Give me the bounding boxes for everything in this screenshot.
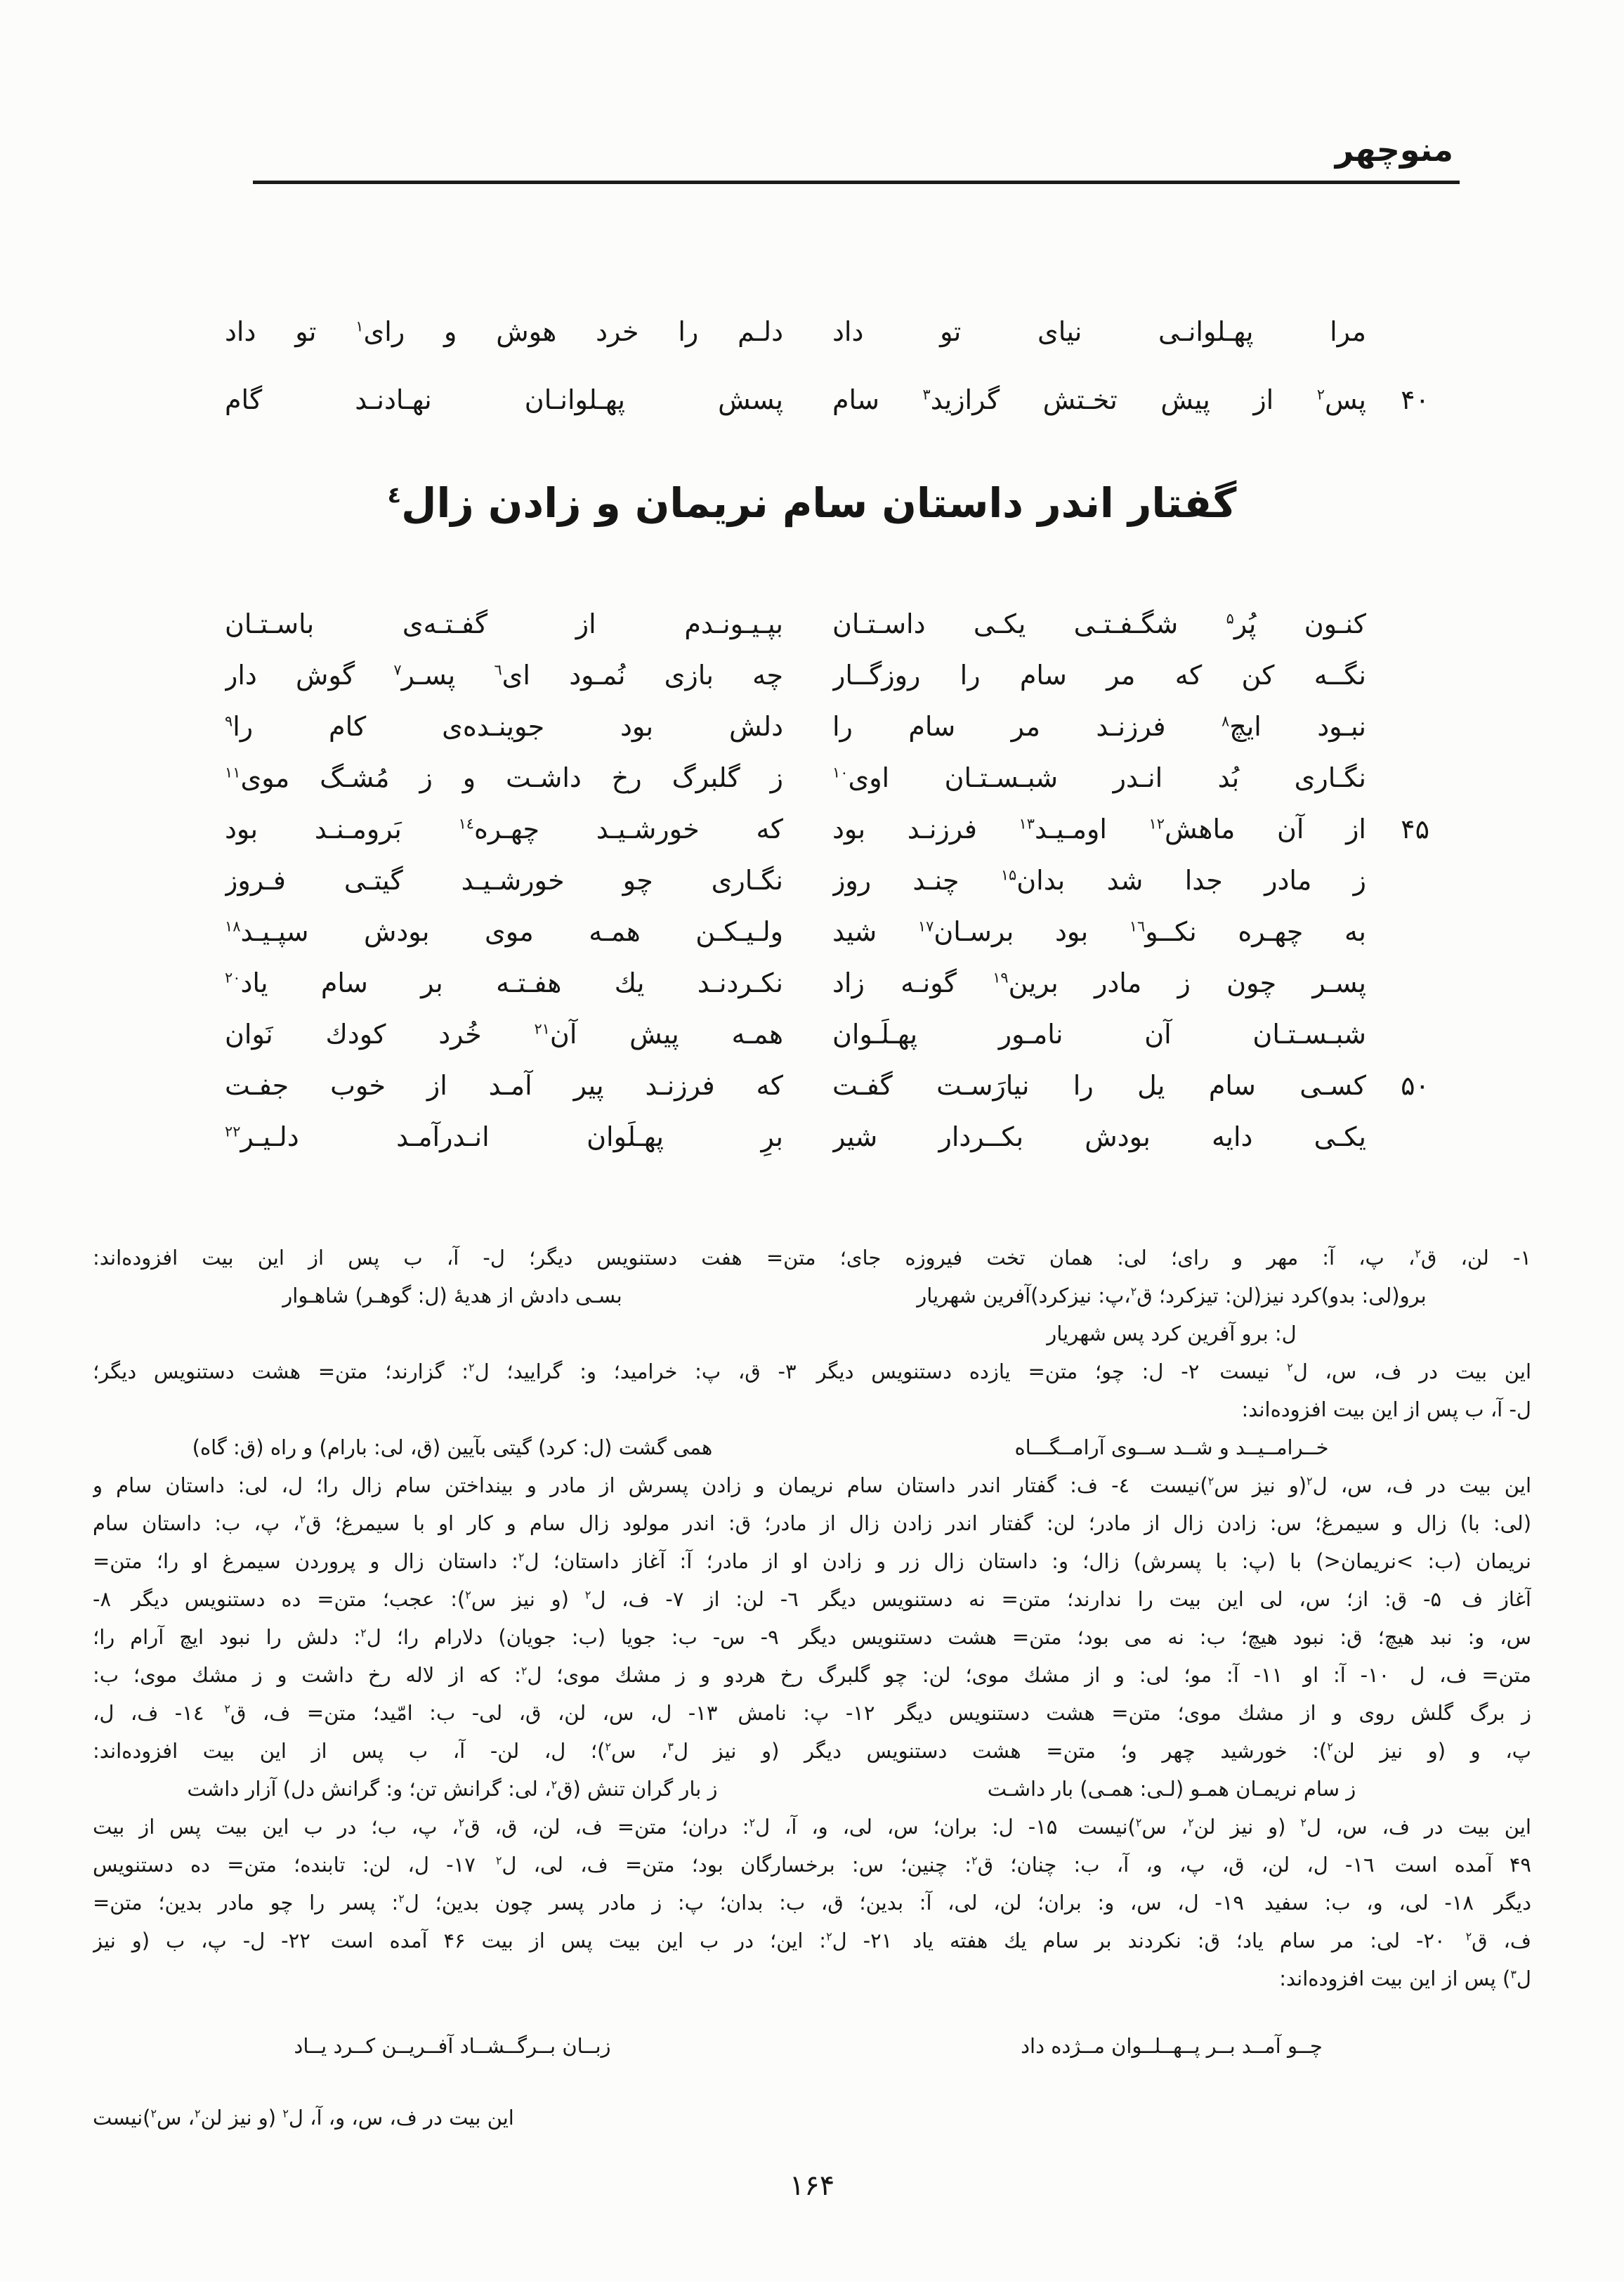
hemistich-left: که خورشـیـد چهـره$^{۱٤}$ بَرومـنـد بود	[225, 814, 783, 845]
footnote-verse-right: خــرامــیــد و شــد ســوی آرامــگـــاه	[1014, 1435, 1329, 1459]
top-verse-block	[211, 298, 1429, 434]
verse-number	[1366, 298, 1429, 366]
verse-number	[1366, 752, 1429, 804]
footnote-line: این بیت در ف، س، ل$^۲$ (و نیز لن$^۲$، س$^۲$)نیست ۱۵- ل: بران؛ س، لی، و، آ، ل$^۲$: دران؛ متن= ف، لن، ق، ق$^۲$، پ، ب؛ در ب این بیت پس از بیت	[93, 1815, 1531, 1839]
hemistich-gap	[783, 1060, 832, 1111]
footnote-line: (لی: با) زال و سیمرغ؛ س: زادن زال از مادر؛ لن: گفتار اندر زادن زال از مادر؛ ق: اندر مولود زال سام و کار او با سیمرغ؛ ق$^۲$، پ، ب: داستان سام	[93, 1511, 1531, 1535]
hemistich-gap	[783, 1111, 832, 1163]
footnote-verse-left: ز بار گران تنش (ق$^۲$، لی: گرانش تن؛ و: گرانش دل) آزار داشت	[187, 1777, 718, 1801]
footnote-line: ۴۹ آمده است ۱٦- ل، لن، ق، پ، و، آ، ب: چنان؛ ق$^۲$: چنین؛ س: برخسارگان بود؛ متن= ف، لی، ل$^۲$ ۱۷- ل، لن: تابنده؛ متن= ده دستنویس	[93, 1853, 1531, 1877]
footnote-line: این بیت در ف، س، ل$^۲$ نیست ۲- ل: چو؛ متن= یازده دستنویس دیگر ۳- ق، پ: خرامید؛ و: گرایید؛ ل$^۲$: گزارند؛ متن= هشت دستنویس دیگر؛	[93, 1360, 1531, 1383]
verse-row	[211, 804, 1429, 855]
hemistich-right: از آن ماهش$^{۱۲}$ اومـیـد$^{۱۳}$ فرزنـد بود	[832, 814, 1366, 845]
footnote-line: نریمان (ب: >نریمان<) با (پ: با پسرش) زال؛ و: داستان زال زر و زادن او از مادر؛ آ: آغاز داستان؛ ل$^۲$: داستان زال و پروردن سیمرغ او را؛ متن=	[93, 1549, 1531, 1573]
hemistich-gap	[783, 701, 832, 752]
verse-row	[211, 958, 1429, 1009]
hemistich-right: نبـود ایچ$^۸$ فرزنـد مر سام را	[832, 711, 1366, 742]
footnote-verse-row	[93, 2027, 1531, 2065]
verse-row	[211, 298, 1429, 366]
footnote-verse-row	[93, 1770, 1531, 1808]
hemistich-gap	[783, 804, 832, 855]
footnote-line: آغاز ف ۵- ق: از؛ س، لی این بیت را ندارند؛ متن= نه دستنویس دیگر ٦- لن: از ۷- ف، ل$^۲$ (و نیز س$^۲$): عجب؛ متن= ده دستنویس دیگر ۸-	[93, 1587, 1531, 1611]
verse-number	[1366, 958, 1429, 1009]
verse-row	[211, 599, 1429, 650]
footnote-verse-row	[93, 1277, 1531, 1315]
verse-number	[1366, 701, 1429, 752]
verse-number	[1366, 906, 1429, 958]
verse-number: ۴۰	[1401, 384, 1429, 415]
main-verse-block	[211, 599, 1429, 1163]
footnote-verse-left	[93, 1315, 812, 1352]
footnote-verse-left: زبــان بــرگــشــاد آفــریــن کــرد یــاد	[294, 2034, 611, 2058]
running-head: منوچهر	[1335, 131, 1453, 169]
hemistich-gap	[783, 906, 832, 958]
verse-row	[211, 366, 1429, 434]
hemistich-gap	[783, 298, 832, 366]
hemistich-right: نگـاری بُد انـدر شبـسـتـان اوی$^{۱۰}$	[832, 762, 1366, 793]
hemistich-right: نگــه کن که مر سام را روزگــار	[832, 660, 1366, 691]
verse-row	[211, 1009, 1429, 1060]
footnote-line: این بیت در ف، س، ل$^۲$(و نیز س$^۲$)نیست ٤- ف: گفتار اندر داستان سام نریمان و زادن پسرش از مادر و بینداختن سام زال را؛ ل، لی: داستان سام و	[93, 1473, 1531, 1497]
verse-row	[211, 906, 1429, 958]
hemistich-right: ز مادر جدا شد بدان$^{۱۵}$ چنـد روز	[832, 865, 1366, 896]
hemistich-gap	[783, 855, 832, 906]
verse-row	[211, 752, 1429, 804]
footnote-verse-right: ز سام نریمـان همـو (لـی: همـی) بار داشـت	[987, 1777, 1356, 1801]
hemistich-left: بپـیـونـدم از گفـتـه‌ی باسـتـان	[225, 608, 783, 639]
hemistich-left: پسش پهـلوانـان نهـادنـد گام	[225, 384, 783, 415]
header-rule	[253, 181, 1460, 184]
verse-row	[211, 1111, 1429, 1163]
hemistich-right: کسـی سام یل را نیارَسـت گفـت	[832, 1070, 1366, 1101]
hemistich-left: چه بازی نُمـود ای$^٦$ پسـر$^۷$ گوش دار	[225, 660, 783, 691]
hemistich-right: کنـون پُر$^۵$ شگـفـتـی یکـی داسـتـان	[832, 608, 1366, 639]
hemistich-left: برِ پهـلَوان انـدرآمـد دلـیـر$^{۲۲}$	[225, 1121, 783, 1152]
hemistich-gap	[783, 1009, 832, 1060]
footnote-line: دیگر ۱۸- لی، و، ب: سفید ۱۹- ل، س، و: بران؛ لن، لی، آ: بدین؛ ق، ب: بدان؛ پ: ز مادر پسر چون بدین؛ ل$^۲$: پسر را چو مادر بدین؛ متن=	[93, 1891, 1531, 1915]
footnote-line: ل- آ، ب پس از این بیت افزوده‌اند:	[1241, 1397, 1531, 1421]
hemistich-right: شبـسـتـان آن نامـور پهـلَـوان	[832, 1019, 1366, 1050]
footnote-verse-left: بسـی دادش از هدیهٔ (ل: گوهـر) شاهـوار	[282, 1284, 622, 1308]
footnote-verse-right: ل: برو آفرین کرد پس شهریار	[1047, 1322, 1297, 1345]
hemistich-gap	[783, 599, 832, 650]
footnote-line: پ، و (و نیز لن$^۲$): خورشید چهر و؛ متن= هشت دستنویس دیگر (و نیز ل$^۳$، س$^۲$)؛ ل، لن- آ، ب پس از این بیت افزوده‌اند:	[93, 1739, 1531, 1763]
verse-number	[1366, 650, 1429, 701]
hemistich-left: ز گلبرگ رخ داشـت و ز مُشـگ موی$^{۱۱}$	[225, 762, 783, 793]
hemistich-gap	[783, 752, 832, 804]
hemistich-left: که فرزنـد پیر آمـد از خوب جفـت	[225, 1070, 783, 1101]
hemistich-right: پسـر چون ز مادر برین$^{۱۹}$ گونـه زاد	[832, 967, 1366, 998]
verse-row	[211, 1060, 1429, 1111]
verse-number: ۴۵	[1401, 814, 1429, 845]
hemistich-left: نکـردنـد یك هفـتـه بر سام یاد$^{۲۰}$	[225, 967, 783, 998]
footnote-verse-right: چــو آمــد بــر پــهــلــوان مــژده داد	[1021, 2034, 1323, 2058]
footnote-verse-row	[93, 1428, 1531, 1466]
hemistich-right: مرا پهـلوانـی نیای تو داد	[832, 316, 1366, 347]
verse-row	[211, 855, 1429, 906]
footnote-line: این بیت در ف، س، و، آ، ل$^۲$ (و نیز لن$^۲$، س$^۲$)نیست	[93, 2106, 514, 2130]
footnote-line: ۱- لن، ق$^۲$، پ، آ: مهر و رای؛ لی: همان تخت فیروزه جای؛ متن= هفت دستنویس دیگر؛ ل- آ، ب پس از این بیت افزوده‌اند:	[93, 1246, 1531, 1270]
verse-number	[1366, 599, 1429, 650]
hemistich-right: پس$^۲$ از پیش تخـتش گرازید$^۳$ سام	[832, 384, 1366, 415]
verse-number: ۵۰	[1401, 1070, 1429, 1101]
verse-row	[211, 650, 1429, 701]
verse-number	[1366, 855, 1429, 906]
verse-number	[1366, 1009, 1429, 1060]
footnote-line: متن= ف، ل ۱۰- آ: او ۱۱- آ: مو؛ لی: و از مشك موی؛ لن: چو گلبرگ رخ هردو و ز مشك موی؛ ل$^۲$: که از لاله رخ داشت و ز مشك موی؛ ب:	[93, 1663, 1531, 1687]
footnote-line: ف، ق$^۲$ ۲۰- لی: مر سام یاد؛ ق: نکردند بر سام یك هفته یاد ۲۱- ل$^۲$: این؛ در ب این بیت پس از بیت ۴۶ آمده است ۲۲- ل- پ، ب (و نیز	[93, 1929, 1531, 1952]
critical-apparatus	[93, 1239, 1531, 2137]
hemistich-gap	[783, 366, 832, 434]
verse-row	[211, 701, 1429, 752]
hemistich-gap	[783, 958, 832, 1009]
hemistich-left: دلـم را خرد هوش و رای$^۱$ تو داد	[225, 316, 783, 347]
footnote-line: س، و: نبد هیچ؛ ق: نبود هیچ؛ ب: نه می بود؛ متن= هشت دستنویس دیگر ۹- س- ب: جویا (ب: جویان) دلارام را؛ ل$^۲$: دلش را نبود ایچ آرام را؛	[93, 1625, 1531, 1649]
hemistich-right: به چهـره نکــو$^{۱٦}$ بود برسـان$^{۱۷}$ شید	[832, 916, 1366, 947]
page-number: ۱۶۴	[789, 2170, 835, 2202]
verse-number	[1366, 1111, 1429, 1163]
footnote-verse-row	[93, 1315, 1531, 1352]
section-heading: گفتار اندر داستان سام نریمان و زادن زال$^٤$	[387, 479, 1237, 527]
footnote-verse-left: همی گشت (ل: کرد) گیتی بآیین (ق، لی: بارام) و راه (ق: گاه)	[192, 1435, 713, 1459]
footnote-verse-right: برو(لی: بدو)کرد نیز(لن: تیزکرد؛ ق$^۲$،پ: نیزکرد)آفرین شهریار	[917, 1284, 1427, 1308]
hemistich-left: دلش بود جوینـده‌ی کام را$^۹$	[225, 711, 783, 742]
hemistich-left: نگـاری چو خورشـیـد گیتـی فـروز	[225, 865, 783, 896]
footnote-line: ز برگ گلش روی و از مشك موی؛ متن= هشت دستنویس دیگر ۱۲- پ: نامش ۱۳- ل، س، لن، ق، لی- ب: امّید؛ متن= ف، ق$^۲$ ۱٤- ف، ل،	[93, 1701, 1531, 1725]
footnote-line: ل$^۳$) پس از این بیت افزوده‌اند:	[1279, 1967, 1531, 1990]
hemistich-right: یکـی دایه بودش بکــردار شیر	[832, 1121, 1366, 1152]
hemistich-left: ولـیـکـن همـه موی بودش سپـیـد$^{۱۸}$	[225, 916, 783, 947]
hemistich-gap	[783, 650, 832, 701]
hemistich-left: همـه پیش آن$^{۲۱}$ خُرد کودك نَوان	[225, 1019, 783, 1050]
